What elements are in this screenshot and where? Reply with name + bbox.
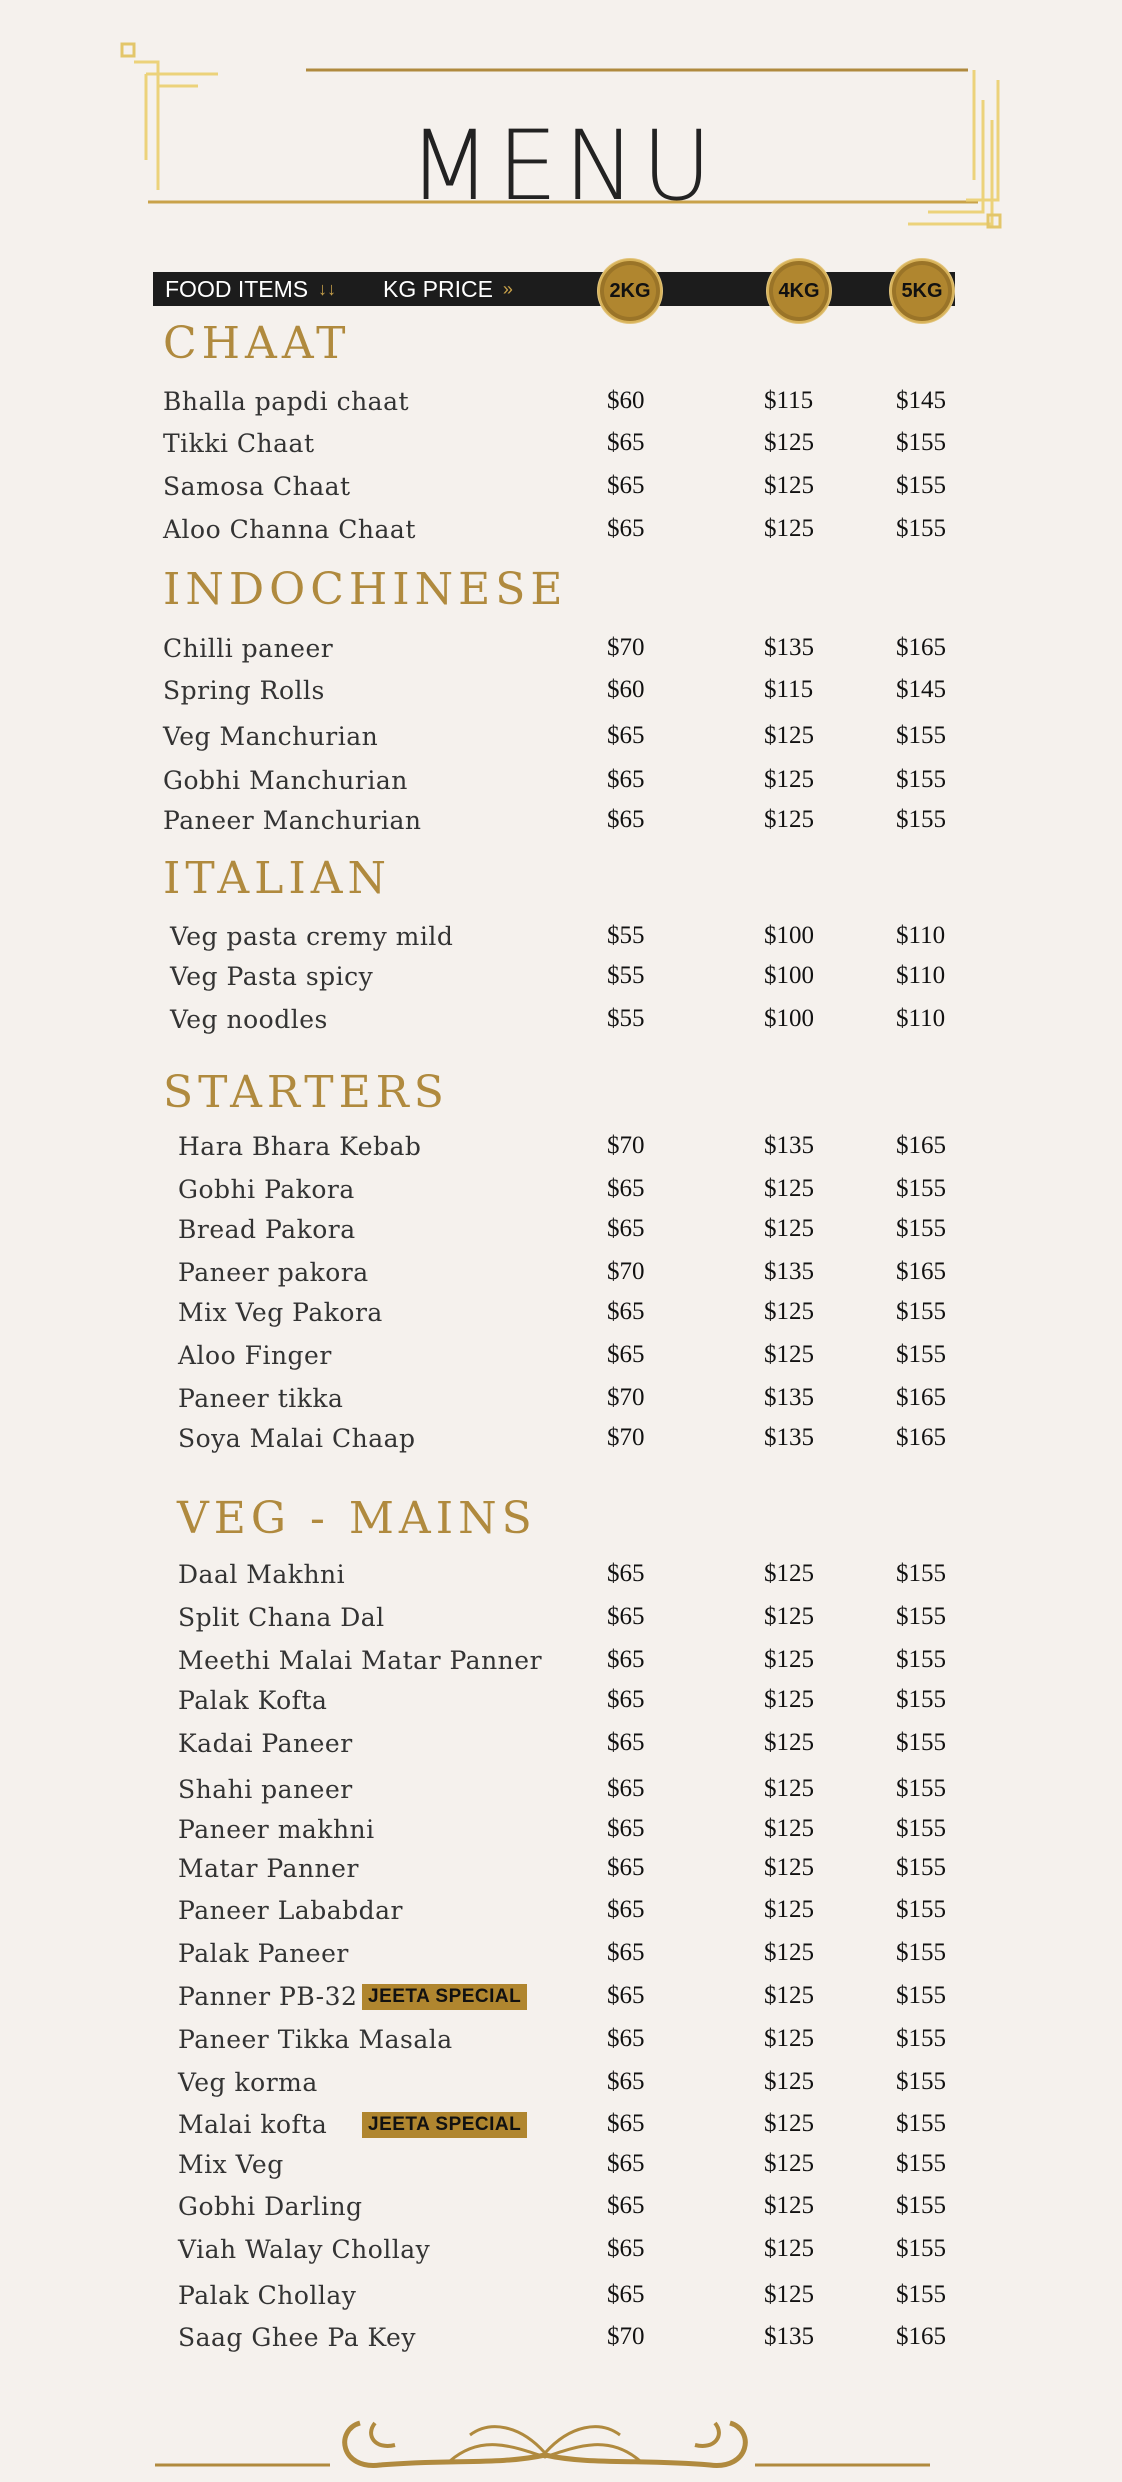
item-name: Palak Paneer bbox=[178, 1939, 349, 1968]
item-name: Viah Walay Chollay bbox=[178, 2235, 431, 2264]
item-name: Bhalla papdi chaat bbox=[163, 387, 410, 416]
price-2kg: $65 bbox=[607, 1775, 645, 1802]
price-4kg: $135 bbox=[764, 1424, 814, 1451]
section-title-italian: ITALIAN bbox=[163, 853, 391, 904]
price-4kg: $100 bbox=[764, 962, 814, 989]
price-4kg: $125 bbox=[764, 1341, 814, 1368]
price-5kg: $155 bbox=[896, 1560, 946, 1587]
price-5kg: $110 bbox=[896, 922, 946, 949]
price-4kg: $125 bbox=[764, 1560, 814, 1587]
price-5kg: $155 bbox=[896, 806, 946, 833]
price-5kg: $165 bbox=[896, 634, 946, 661]
item-name: Paneer pakora bbox=[178, 1258, 369, 1287]
menu-row bbox=[0, 634, 1122, 674]
menu-row bbox=[0, 387, 1122, 427]
menu-row bbox=[0, 1854, 1122, 1894]
menu-row bbox=[0, 722, 1122, 762]
price-5kg: $155 bbox=[896, 2235, 946, 2262]
price-5kg: $155 bbox=[896, 429, 946, 456]
size-badge-2kg: 2KG bbox=[598, 259, 662, 323]
item-name: Saag Ghee Pa Key bbox=[178, 2323, 416, 2352]
price-5kg: $110 bbox=[896, 1005, 946, 1032]
price-4kg: $125 bbox=[764, 2110, 814, 2137]
price-2kg: $65 bbox=[607, 1982, 645, 2009]
price-4kg: $125 bbox=[764, 2192, 814, 2219]
menu-row bbox=[0, 922, 1122, 962]
menu-row bbox=[0, 1939, 1122, 1979]
price-2kg: $65 bbox=[607, 1298, 645, 1325]
price-5kg: $155 bbox=[896, 2068, 946, 2095]
price-4kg: $125 bbox=[764, 1646, 814, 1673]
price-2kg: $65 bbox=[607, 515, 645, 542]
menu-row bbox=[0, 2281, 1122, 2321]
item-name: Tikki Chaat bbox=[163, 429, 315, 458]
price-5kg: $155 bbox=[896, 1603, 946, 1630]
price-4kg: $125 bbox=[764, 722, 814, 749]
price-4kg: $135 bbox=[764, 1258, 814, 1285]
menu-row bbox=[0, 1215, 1122, 1255]
page-title: MENU bbox=[408, 110, 718, 222]
price-5kg: $165 bbox=[896, 1132, 946, 1159]
price-5kg: $155 bbox=[896, 2110, 946, 2137]
price-2kg: $65 bbox=[607, 2068, 645, 2095]
price-2kg: $65 bbox=[607, 1729, 645, 1756]
price-5kg: $155 bbox=[896, 1896, 946, 1923]
price-2kg: $65 bbox=[607, 1854, 645, 1881]
item-name: Veg pasta cremy mild bbox=[170, 922, 454, 951]
section-title-veg-mains: VEG - MAINS bbox=[177, 1493, 537, 1544]
menu-row bbox=[0, 806, 1122, 846]
price-2kg: $55 bbox=[607, 922, 645, 949]
menu-row bbox=[0, 2110, 1122, 2150]
price-2kg: $65 bbox=[607, 722, 645, 749]
menu-row bbox=[0, 1729, 1122, 1769]
price-5kg: $155 bbox=[896, 2025, 946, 2052]
menu-row bbox=[0, 1896, 1122, 1936]
section-title-starters: STARTERS bbox=[163, 1067, 449, 1118]
column-header-bar bbox=[153, 272, 955, 306]
menu-row bbox=[0, 472, 1122, 512]
price-2kg: $65 bbox=[607, 806, 645, 833]
menu-row bbox=[0, 1646, 1122, 1686]
item-name: Paneer makhni bbox=[178, 1815, 375, 1844]
item-name: Samosa Chaat bbox=[163, 472, 351, 501]
menu-row bbox=[0, 1384, 1122, 1424]
price-5kg: $165 bbox=[896, 2323, 946, 2350]
price-4kg: $125 bbox=[764, 1298, 814, 1325]
price-2kg: $65 bbox=[607, 1175, 645, 1202]
menu-row bbox=[0, 1982, 1122, 2022]
price-4kg: $125 bbox=[764, 1815, 814, 1842]
price-4kg: $125 bbox=[764, 1603, 814, 1630]
price-2kg: $65 bbox=[607, 1646, 645, 1673]
menu-row bbox=[0, 1298, 1122, 1338]
price-5kg: $155 bbox=[896, 1815, 946, 1842]
item-name: Veg Pasta spicy bbox=[170, 962, 374, 991]
item-name: Aloo Finger bbox=[178, 1341, 332, 1370]
special-badge: JEETA SPECIAL bbox=[362, 1984, 527, 2010]
price-4kg: $125 bbox=[764, 472, 814, 499]
price-4kg: $125 bbox=[764, 766, 814, 793]
price-5kg: $155 bbox=[896, 1939, 946, 1966]
price-5kg: $165 bbox=[896, 1258, 946, 1285]
price-2kg: $65 bbox=[607, 2150, 645, 2177]
price-5kg: $155 bbox=[896, 1729, 946, 1756]
price-5kg: $155 bbox=[896, 1298, 946, 1325]
price-5kg: $155 bbox=[896, 2150, 946, 2177]
price-4kg: $125 bbox=[764, 1175, 814, 1202]
menu-row bbox=[0, 1005, 1122, 1045]
price-5kg: $155 bbox=[896, 2192, 946, 2219]
item-name: Palak Chollay bbox=[178, 2281, 357, 2310]
price-5kg: $165 bbox=[896, 1384, 946, 1411]
price-4kg: $125 bbox=[764, 2281, 814, 2308]
price-2kg: $60 bbox=[607, 676, 645, 703]
item-name: Spring Rolls bbox=[163, 676, 325, 705]
item-name: Paneer tikka bbox=[178, 1384, 344, 1413]
menu-row bbox=[0, 2323, 1122, 2363]
price-5kg: $155 bbox=[896, 722, 946, 749]
section-title-chaat: CHAAT bbox=[163, 318, 351, 369]
price-4kg: $125 bbox=[764, 2235, 814, 2262]
item-name: Daal Makhni bbox=[178, 1560, 346, 1589]
item-name: Paneer Manchurian bbox=[163, 806, 422, 835]
price-4kg: $125 bbox=[764, 1982, 814, 2009]
price-2kg: $65 bbox=[607, 1896, 645, 1923]
item-name: Mix Veg bbox=[178, 2150, 284, 2179]
price-4kg: $125 bbox=[764, 515, 814, 542]
item-name: Chilli paneer bbox=[163, 634, 334, 663]
menu-row bbox=[0, 429, 1122, 469]
menu-row bbox=[0, 1175, 1122, 1215]
item-name: Panner PB-32 bbox=[178, 1982, 358, 2011]
menu-row bbox=[0, 1132, 1122, 1172]
menu-row bbox=[0, 962, 1122, 1002]
price-4kg: $100 bbox=[764, 922, 814, 949]
price-2kg: $55 bbox=[607, 1005, 645, 1032]
item-name: Matar Panner bbox=[178, 1854, 359, 1883]
price-2kg: $70 bbox=[607, 1132, 645, 1159]
item-name: Kadai Paneer bbox=[178, 1729, 353, 1758]
chevron-double-right-icon: » bbox=[502, 279, 513, 299]
food-items-header: FOOD ITEMS ↓↓ bbox=[165, 276, 337, 302]
price-2kg: $65 bbox=[607, 1341, 645, 1368]
menu-row bbox=[0, 1424, 1122, 1464]
price-4kg: $125 bbox=[764, 1215, 814, 1242]
price-5kg: $145 bbox=[896, 676, 946, 703]
price-4kg: $125 bbox=[764, 1775, 814, 1802]
price-2kg: $60 bbox=[607, 387, 645, 414]
section-title-indochinese: INDOCHINESE bbox=[163, 564, 568, 615]
price-2kg: $65 bbox=[607, 2235, 645, 2262]
price-5kg: $155 bbox=[896, 1686, 946, 1713]
menu-row bbox=[0, 1775, 1122, 1815]
item-name: Bread Pakora bbox=[178, 1215, 356, 1244]
menu-row bbox=[0, 1603, 1122, 1643]
item-name: Meethi Malai Matar Panner bbox=[178, 1646, 543, 1675]
item-name: Veg korma bbox=[178, 2068, 318, 2097]
price-2kg: $65 bbox=[607, 766, 645, 793]
price-4kg: $125 bbox=[764, 2025, 814, 2052]
menu-row bbox=[0, 2150, 1122, 2190]
size-badge-5kg: 5KG bbox=[890, 259, 954, 323]
item-name: Paneer Tikka Masala bbox=[178, 2025, 453, 2054]
menu-row bbox=[0, 1686, 1122, 1726]
price-4kg: $125 bbox=[764, 429, 814, 456]
price-5kg: $165 bbox=[896, 1424, 946, 1451]
price-4kg: $100 bbox=[764, 1005, 814, 1032]
price-5kg: $145 bbox=[896, 387, 946, 414]
price-2kg: $55 bbox=[607, 962, 645, 989]
price-4kg: $115 bbox=[764, 676, 814, 703]
title-frame bbox=[118, 40, 1008, 240]
price-4kg: $115 bbox=[764, 387, 814, 414]
price-2kg: $65 bbox=[607, 429, 645, 456]
price-2kg: $65 bbox=[607, 1215, 645, 1242]
price-5kg: $155 bbox=[896, 1646, 946, 1673]
price-4kg: $135 bbox=[764, 2323, 814, 2350]
menu-row bbox=[0, 1258, 1122, 1298]
menu-row bbox=[0, 766, 1122, 806]
price-5kg: $155 bbox=[896, 515, 946, 542]
price-2kg: $65 bbox=[607, 472, 645, 499]
price-2kg: $65 bbox=[607, 1686, 645, 1713]
kg-price-header: KG PRICE » bbox=[383, 276, 513, 302]
price-4kg: $125 bbox=[764, 1729, 814, 1756]
price-4kg: $125 bbox=[764, 806, 814, 833]
price-5kg: $155 bbox=[896, 1982, 946, 2009]
price-4kg: $125 bbox=[764, 2068, 814, 2095]
menu-row bbox=[0, 2025, 1122, 2065]
menu-row bbox=[0, 676, 1122, 716]
menu-row bbox=[0, 2235, 1122, 2275]
price-5kg: $155 bbox=[896, 2281, 946, 2308]
price-4kg: $135 bbox=[764, 634, 814, 661]
price-2kg: $65 bbox=[607, 1939, 645, 1966]
item-name: Gobhi Manchurian bbox=[163, 766, 408, 795]
size-badge-4kg: 4KG bbox=[767, 259, 831, 323]
price-5kg: $155 bbox=[896, 472, 946, 499]
price-5kg: $155 bbox=[896, 1341, 946, 1368]
item-name: Paneer Lababdar bbox=[178, 1896, 403, 1925]
price-2kg: $65 bbox=[607, 2281, 645, 2308]
item-name: Malai kofta bbox=[178, 2110, 328, 2139]
price-4kg: $135 bbox=[764, 1384, 814, 1411]
menu-row bbox=[0, 2068, 1122, 2108]
price-2kg: $70 bbox=[607, 1258, 645, 1285]
price-2kg: $65 bbox=[607, 1603, 645, 1630]
price-5kg: $155 bbox=[896, 1775, 946, 1802]
item-name: Palak Kofta bbox=[178, 1686, 328, 1715]
footer-ornament bbox=[150, 2415, 940, 2475]
price-2kg: $65 bbox=[607, 2025, 645, 2052]
chevron-double-down-icon: ↓↓ bbox=[318, 279, 337, 299]
menu-row bbox=[0, 1560, 1122, 1600]
item-name: Hara Bhara Kebab bbox=[178, 1132, 422, 1161]
price-2kg: $65 bbox=[607, 1815, 645, 1842]
price-5kg: $110 bbox=[896, 962, 946, 989]
price-2kg: $70 bbox=[607, 1424, 645, 1451]
price-4kg: $125 bbox=[764, 1939, 814, 1966]
price-2kg: $65 bbox=[607, 1560, 645, 1587]
price-5kg: $155 bbox=[896, 1215, 946, 1242]
menu-row bbox=[0, 1341, 1122, 1381]
item-name: Aloo Channa Chaat bbox=[163, 515, 416, 544]
price-4kg: $125 bbox=[764, 1854, 814, 1881]
item-name: Veg noodles bbox=[170, 1005, 328, 1034]
item-name: Soya Malai Chaap bbox=[178, 1424, 416, 1453]
price-5kg: $155 bbox=[896, 1175, 946, 1202]
price-4kg: $125 bbox=[764, 2150, 814, 2177]
item-name: Gobhi Darling bbox=[178, 2192, 363, 2221]
price-5kg: $155 bbox=[896, 1854, 946, 1881]
price-2kg: $70 bbox=[607, 1384, 645, 1411]
menu-row bbox=[0, 515, 1122, 555]
price-4kg: $125 bbox=[764, 1896, 814, 1923]
price-2kg: $65 bbox=[607, 2192, 645, 2219]
item-name: Gobhi Pakora bbox=[178, 1175, 355, 1204]
item-name: Veg Manchurian bbox=[163, 722, 379, 751]
price-2kg: $70 bbox=[607, 2323, 645, 2350]
price-2kg: $70 bbox=[607, 634, 645, 661]
menu-row bbox=[0, 2192, 1122, 2232]
price-4kg: $125 bbox=[764, 1686, 814, 1713]
price-4kg: $135 bbox=[764, 1132, 814, 1159]
special-badge: JEETA SPECIAL bbox=[362, 2112, 527, 2138]
item-name: Split Chana Dal bbox=[178, 1603, 385, 1632]
price-5kg: $155 bbox=[896, 766, 946, 793]
item-name: Mix Veg Pakora bbox=[178, 1298, 383, 1327]
price-2kg: $65 bbox=[607, 2110, 645, 2137]
item-name: Shahi paneer bbox=[178, 1775, 353, 1804]
menu-row bbox=[0, 1815, 1122, 1855]
